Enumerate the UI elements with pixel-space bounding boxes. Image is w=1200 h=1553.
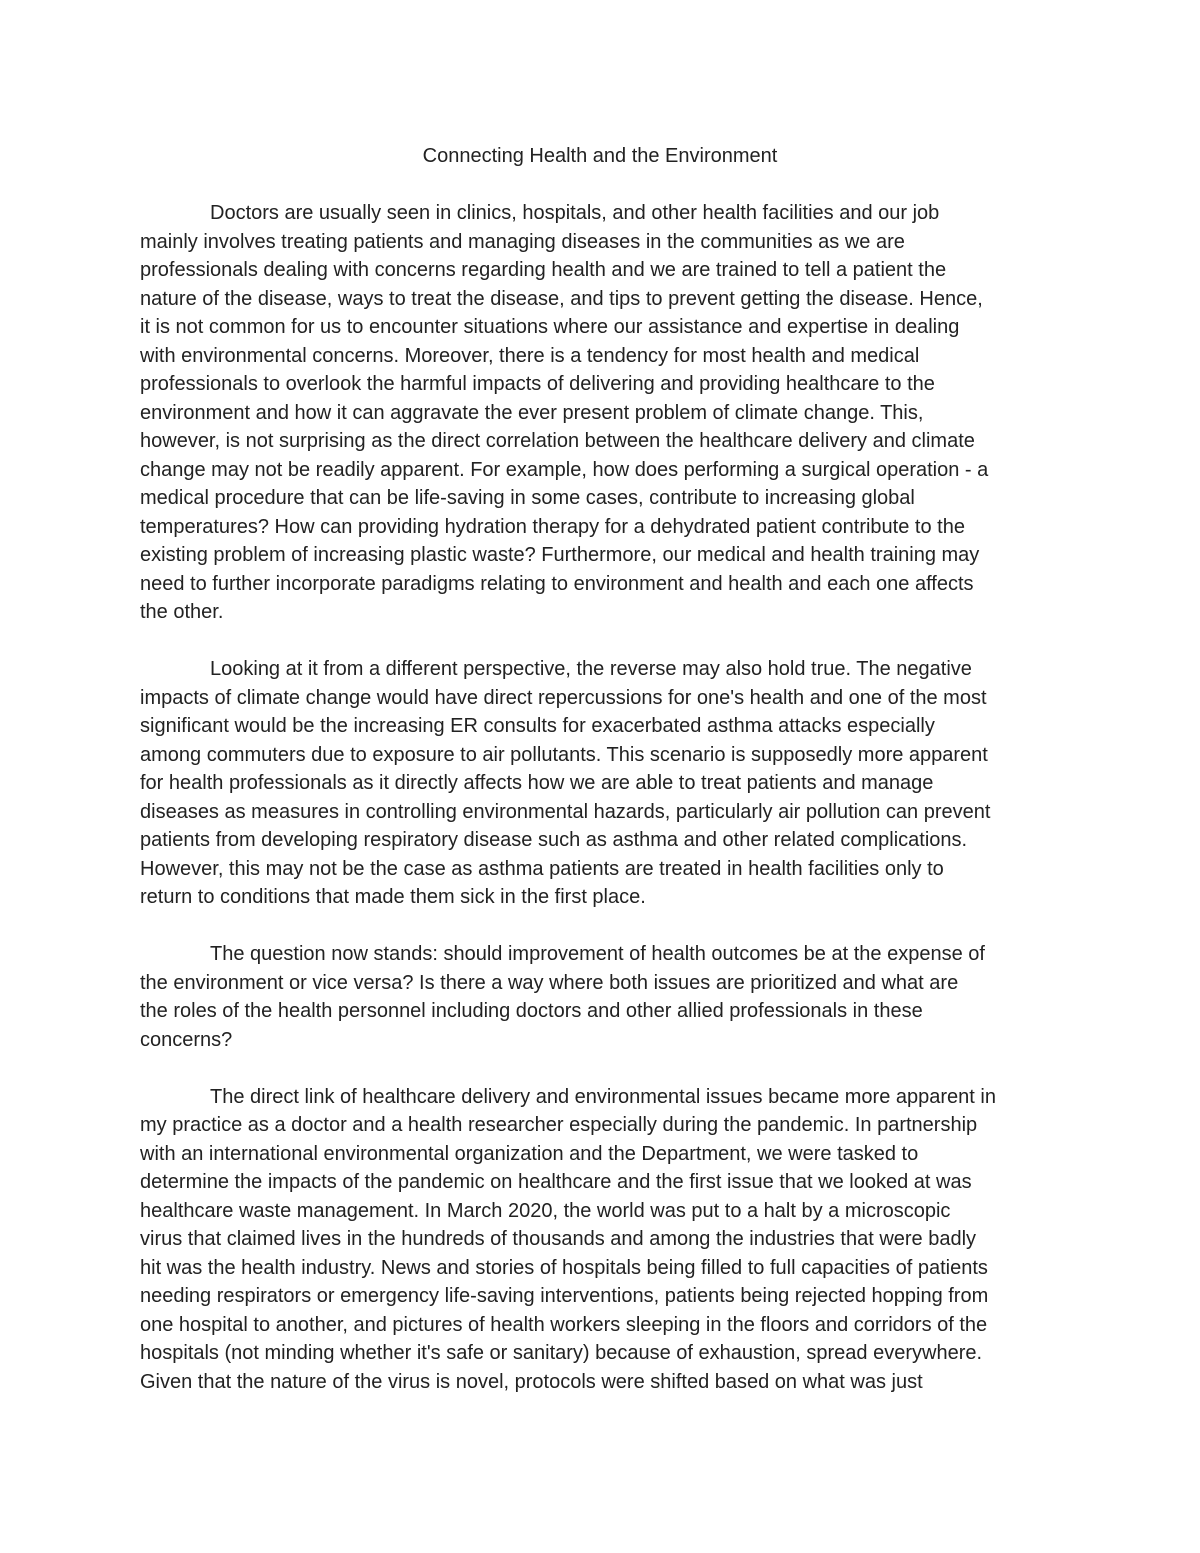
paragraph-2: Looking at it from a different perspective, the reverse may also hold true. The negative impacts of climate change would have direct repercussions for one's health and one of the most significant would be the increasing ER consults for exacerbated asthma attacks especially among commuters due to exposure to air pollutants. This scenario is supposedly more apparent for health professionals as it directly affects how we are able to treat patients and manage diseases as measures in controlling environmental hazards, particularly air pollution can prevent patients from developing respiratory disease such as asthma and other related complications. However, this may not be the case as asthma patients are treated in health facilities only to return to conditions that made them sick in the first place. <box>140 658 991 908</box>
paragraph-4: The direct link of healthcare delivery and environmental issues became more apparent in my practice as a doctor and a health researcher especially during the pandemic. In partnership with an international environmental organization and the Department, we were tasked to determine the impacts of the pandemic on healthcare and the first issue that we looked at was healthcare waste management. In March 2020, the world was put to a halt by a microscopic virus that claimed lives in the hundreds of thousands and among the industries that were badly hit was the health industry. News and stories of hospitals being filled to full capacities of patients needing respirators or emergency life-saving interventions, patients being rejected hopping from one hospital to another, and pictures of health workers sleeping in the floors and corridors of the hospitals (not minding whether it's safe or sanitary) because of exhaustion, spread everywhere. Given that the nature of the virus is novel, protocols were shifted based on what was just <box>140 1085 996 1393</box>
document-title: Connecting Health and the Environment <box>422 145 778 167</box>
document-body <box>140 199 1065 1396</box>
paragraph-1: Doctors are usually seen in clinics, hospitals, and other health facilities and our job mainly involves treating patients and managing diseases in the communities as we are professionals dealing with concerns regarding health and we are trained to tell a patient the nature of the disease, ways to treat the disease, and tips to prevent getting the disease. Hence, it is not common for us to encounter situations where our assistance and expertise in dealing with environmental concerns. Moreover, there is a tendency for most health and medical professionals to overlook the harmful impacts of delivering and providing healthcare to the environment and how it can aggravate the ever present problem of climate change. This, however, is not surprising as the direct correlation between the healthcare delivery and climate change may not be readily apparent. For example, how does performing a surgical operation - a medical procedure that can be life-saving in some cases, contribute to increasing global temperatures? How can providing hydration therapy for a dehydrated patient contribute to the existing problem of increasing plastic waste? Furthermore, our medical and health training may need to further incorporate paradigms relating to environment and health and each one affects the other. <box>140 202 989 623</box>
paragraph-3: The question now stands: should improvement of health outcomes be at the expense of the environment or vice versa? Is there a way where both issues are prioritized and what are the roles of the health personnel including doctors and other allied professionals in these concerns? <box>140 943 985 1051</box>
